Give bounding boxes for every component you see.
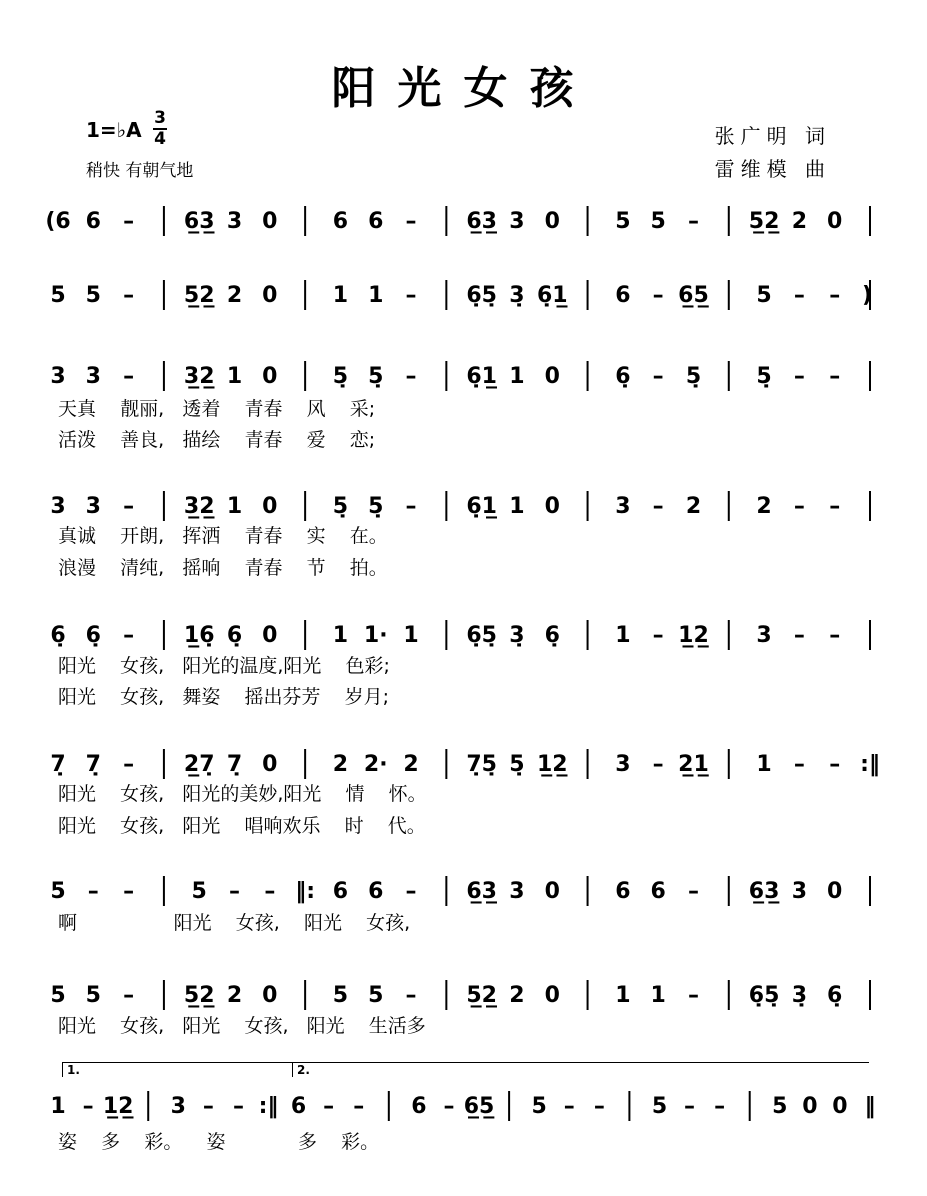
note: 6̲3̲: [466, 209, 497, 234]
note: 6̣5̣: [748, 983, 780, 1008]
note: 0: [262, 209, 278, 234]
note: 3̣: [509, 283, 525, 308]
note: 5: [50, 283, 66, 308]
lyric-line: 阳光 女孩, 阳光 唱响欢乐 时 代。: [58, 815, 426, 837]
note: 5̣: [756, 364, 772, 389]
note: –: [405, 364, 417, 389]
note: –: [652, 752, 664, 777]
note: 5: [191, 879, 207, 904]
note: 6: [615, 283, 631, 308]
note: 2: [756, 494, 772, 519]
note: 6̣1̲: [466, 494, 497, 519]
note: 0: [832, 1094, 848, 1119]
note: 3: [756, 623, 772, 648]
note: –: [793, 752, 805, 777]
note: –: [829, 364, 841, 389]
note: 6̣: [85, 623, 101, 648]
notation-paren: ): [862, 283, 873, 308]
note: 2̲7̣: [183, 752, 215, 777]
note: 0: [544, 364, 560, 389]
time-signature: [150, 109, 170, 149]
note: 7̣: [226, 752, 243, 777]
lyric-line: 阳光 女孩, 舞姿 摇出芬芳 岁月;: [58, 686, 390, 708]
note: 0: [262, 364, 278, 389]
note: –: [123, 879, 135, 904]
note: 0: [262, 494, 278, 519]
note: –: [264, 879, 276, 904]
note: 5: [756, 283, 772, 308]
note: –: [793, 623, 805, 648]
note: –: [793, 283, 805, 308]
note: 7̣: [85, 752, 101, 777]
tempo-marking: 稍快 有朝气地: [86, 161, 194, 181]
note: 5: [332, 983, 349, 1008]
note: –: [829, 494, 841, 519]
note: 5: [650, 209, 666, 234]
note: 0: [544, 879, 560, 904]
note: 6̣5̣: [466, 623, 497, 648]
notation-system: [0, 198, 927, 248]
lyric-line: 天真 靓丽, 透着 青春 风 采;: [58, 398, 376, 420]
note: –: [123, 983, 135, 1008]
lyric-line: 真诚 开朗, 挥洒 青春 实 在。: [58, 525, 388, 547]
note: 2: [226, 983, 243, 1008]
note: –: [323, 1094, 335, 1119]
note: –: [353, 1094, 365, 1119]
note: :‖: [258, 1094, 279, 1119]
note: –: [687, 879, 699, 904]
note: 3̲2̲: [183, 494, 215, 519]
note: 6: [411, 1094, 427, 1119]
note: 2: [403, 752, 419, 777]
note: 7̣: [50, 752, 66, 777]
note: 3: [615, 494, 631, 519]
notation-system: [0, 272, 927, 322]
note: 7̣5̣: [466, 752, 497, 777]
note: –: [87, 879, 99, 904]
note: 1: [615, 983, 631, 1008]
note: 0: [262, 283, 278, 308]
note: 6: [332, 879, 349, 904]
note: 5: [85, 283, 101, 308]
note: 6: [332, 209, 349, 234]
note: 5: [615, 209, 631, 234]
note: 3: [509, 209, 525, 234]
note: –: [405, 879, 417, 904]
note: 6̣: [50, 623, 66, 648]
note: ‖: [864, 1094, 876, 1119]
note: 5: [50, 983, 66, 1008]
note: 6̲5̲: [463, 1094, 495, 1119]
note: –: [405, 494, 417, 519]
note: 0: [827, 879, 843, 904]
notation-system: [0, 1083, 927, 1133]
note: 6̣1̲: [466, 364, 497, 389]
note: 3̣: [791, 983, 808, 1008]
note: 1: [509, 494, 525, 519]
note: 1: [756, 752, 772, 777]
note: –: [652, 494, 664, 519]
note: 3: [85, 494, 101, 519]
note: 6̣: [615, 364, 631, 389]
lyric-line: 阳光 女孩, 阳光的美妙,阳光 情 怀。: [58, 783, 427, 805]
note: –: [684, 1094, 696, 1119]
note: 5: [651, 1094, 668, 1119]
note: 5̣: [685, 364, 702, 389]
note: –: [123, 623, 135, 648]
note: 6̣: [226, 623, 243, 648]
note: 6: [368, 209, 384, 234]
note: 6̲3̲: [748, 879, 780, 904]
note: –: [829, 752, 841, 777]
note: –: [123, 364, 135, 389]
lyric-line: 姿 多 彩。 姿 多 彩。: [58, 1131, 380, 1153]
note: –: [123, 283, 135, 308]
note: 3̣: [509, 623, 525, 648]
note: 6: [368, 879, 384, 904]
note: –: [202, 1094, 214, 1119]
note: 3: [85, 364, 101, 389]
note: 6̣5̣: [466, 283, 497, 308]
note: 1: [615, 623, 631, 648]
note: 1̲2̲: [536, 752, 568, 777]
lyric-line: 阳光 女孩, 阳光 女孩, 阳光 生活多: [58, 1015, 426, 1037]
note: –: [829, 283, 841, 308]
note: 1̲2̲: [102, 1094, 134, 1119]
note: 0: [544, 209, 560, 234]
note: 2: [226, 283, 243, 308]
note: 6: [650, 879, 666, 904]
note: 5: [368, 983, 384, 1008]
note: –: [443, 1094, 455, 1119]
note: 5̲2̲: [466, 983, 497, 1008]
note: 5̲2̲: [183, 283, 215, 308]
note: –: [652, 364, 664, 389]
note: 3: [50, 364, 66, 389]
key-signature: 1=♭A: [86, 118, 142, 142]
time-signature-top: 3: [154, 108, 166, 128]
note: 1: [226, 364, 243, 389]
note: 1: [368, 283, 384, 308]
note: 3: [50, 494, 66, 519]
note: –: [123, 494, 135, 519]
note: 5̲2̲: [748, 209, 780, 234]
note: 5̣: [509, 752, 525, 777]
note: 6̣1̲: [536, 283, 568, 308]
note: 0: [544, 983, 560, 1008]
note: –: [123, 752, 135, 777]
note: :‖: [860, 752, 880, 777]
note: –: [793, 364, 805, 389]
note: 2: [791, 209, 808, 234]
note: 5̣: [332, 494, 349, 519]
note: 5: [531, 1094, 547, 1119]
note: 0: [262, 983, 278, 1008]
lyric-line: 阳光 女孩, 阳光的温度,阳光 色彩;: [58, 655, 390, 677]
note: –: [123, 209, 135, 234]
note: –: [687, 209, 699, 234]
note: –: [229, 879, 241, 904]
note: –: [714, 1094, 726, 1119]
note: –: [82, 1094, 94, 1119]
note: 5̣: [332, 364, 349, 389]
lyric-line: 啊 阳光 女孩, 阳光 女孩,: [58, 912, 411, 934]
volta-second: 2.: [292, 1062, 869, 1077]
note: 0: [262, 623, 278, 648]
note: 1: [403, 623, 419, 648]
note: 2·: [363, 752, 388, 777]
song-title: 阳光女孩: [331, 63, 596, 114]
note: 6: [85, 209, 101, 234]
note: (6: [45, 209, 71, 234]
note: 5̣: [368, 364, 384, 389]
note: –: [563, 1094, 575, 1119]
lyric-line: 浪漫 清纯, 摇响 青春 节 拍。: [58, 557, 388, 579]
note: 0: [262, 752, 278, 777]
volta-first: 1.: [62, 1062, 297, 1077]
note: 1·: [363, 623, 388, 648]
note: –: [405, 283, 417, 308]
note: 0: [827, 209, 843, 234]
note: –: [232, 1094, 244, 1119]
note: 5: [772, 1094, 788, 1119]
note: –: [793, 494, 805, 519]
time-signature-bottom: 4: [154, 129, 166, 149]
note: 2: [509, 983, 525, 1008]
note: 0: [802, 1094, 818, 1119]
note: 1: [50, 1094, 66, 1119]
note: 5̣: [368, 494, 384, 519]
note: 5: [85, 983, 101, 1008]
note: –: [593, 1094, 605, 1119]
note: 5̲2̲: [183, 983, 215, 1008]
note: 2: [685, 494, 702, 519]
note: 3: [791, 879, 808, 904]
lyricist-credit: 张广明 词: [714, 124, 831, 148]
note: –: [687, 983, 699, 1008]
note: 3: [615, 752, 631, 777]
note: 6̣: [544, 623, 560, 648]
note: 1: [509, 364, 525, 389]
note: 6̲5̲: [678, 283, 709, 308]
note: 1: [226, 494, 243, 519]
note: 2: [332, 752, 349, 777]
note: –: [405, 983, 417, 1008]
note: –: [405, 209, 417, 234]
note: 6̣: [827, 983, 843, 1008]
note: –: [652, 623, 664, 648]
note: 1̲2̲: [678, 623, 709, 648]
note: 6̲3̲: [183, 209, 215, 234]
note: 6: [615, 879, 631, 904]
note: 1̲6̣: [183, 623, 215, 648]
note: 1: [650, 983, 666, 1008]
note: 1: [332, 623, 349, 648]
composer-credit: 雷维模 曲: [714, 157, 831, 181]
note: 2̲1̲: [678, 752, 709, 777]
note: 3: [226, 209, 243, 234]
note: 6̲3̲: [466, 879, 497, 904]
note: 1: [332, 283, 349, 308]
note: 3: [509, 879, 525, 904]
note: 0: [544, 494, 560, 519]
note: –: [652, 283, 664, 308]
note: 3̲2̲: [183, 364, 215, 389]
note: 3: [170, 1094, 186, 1119]
note: –: [829, 623, 841, 648]
lyric-line: 活泼 善良, 描绘 青春 爱 恋;: [58, 429, 376, 451]
note: 5: [50, 879, 66, 904]
note: 6: [290, 1094, 307, 1119]
note: ‖:: [295, 879, 316, 904]
